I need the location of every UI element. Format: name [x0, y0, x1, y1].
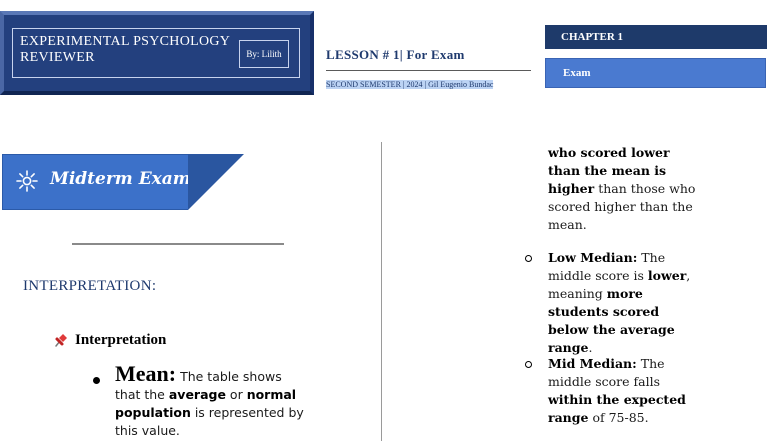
- mid-median-text-2: of 75-85.: [588, 410, 649, 425]
- continued-text: than those who scored higher than the mean.: [548, 181, 696, 232]
- sun-icon: [16, 170, 38, 192]
- column-divider: [381, 142, 382, 441]
- circle-bullet-icon: [525, 255, 532, 262]
- mean-text-2: or: [225, 387, 247, 402]
- lesson-title: LESSON # 1| For Exam: [326, 47, 465, 62]
- low-median-text-3: .: [588, 340, 593, 355]
- semester-info-text: SECOND SEMESTER | 2024 | Gil Eugenio Bundac: [326, 80, 494, 89]
- low-median-bold-2: more students scored below the average range: [548, 286, 675, 355]
- continued-bold: who scored lower than the mean is higher: [548, 145, 670, 196]
- page-curl: [188, 154, 244, 210]
- lesson-divider: [326, 70, 531, 71]
- subheading-text: Interpretation: [75, 331, 167, 348]
- reviewer-banner: [0, 11, 314, 95]
- banner-title: EXPERIMENTAL PSYCHOLOGY REVIEWER: [20, 34, 230, 65]
- mean-bold-2: normal population: [115, 387, 297, 420]
- chapter-label: CHAPTER 1: [545, 25, 767, 49]
- low-median-text-1: The middle score is: [548, 250, 666, 283]
- exam-label: Exam: [545, 58, 766, 88]
- mid-median-bold-1: within the expected range: [548, 392, 686, 425]
- interpretation-subheading: [52, 331, 166, 349]
- midterm-callout: [2, 154, 244, 210]
- semester-info: [326, 78, 511, 91]
- mid-median-term: Mid Median:: [548, 356, 637, 371]
- mean-text-1: The table shows that the: [115, 369, 282, 402]
- circle-bullet-icon: [525, 361, 532, 368]
- mid-median-text-1: The middle score falls: [548, 356, 665, 389]
- mid-median-paragraph: [548, 355, 698, 427]
- banner-frame: [12, 28, 300, 78]
- bullet-icon: [93, 377, 100, 384]
- mean-text-3: is represented by this value.: [115, 405, 304, 438]
- section-divider: [72, 243, 284, 245]
- low-median-paragraph: [548, 249, 698, 357]
- low-median-text-2: , meaning: [548, 268, 691, 301]
- pin-icon: [52, 331, 70, 349]
- mean-bold-1: average: [168, 387, 226, 402]
- continued-paragraph: [548, 144, 698, 234]
- mean-paragraph: [115, 361, 310, 440]
- midterm-title: Midterm Exam: [50, 169, 191, 189]
- author-label: By: Lilith: [239, 40, 289, 68]
- interpretation-heading: INTERPRETATION:: [23, 278, 157, 294]
- mean-term: Mean:: [115, 361, 177, 386]
- low-median-bold-1: lower: [647, 268, 687, 283]
- low-median-term: Low Median:: [548, 250, 638, 265]
